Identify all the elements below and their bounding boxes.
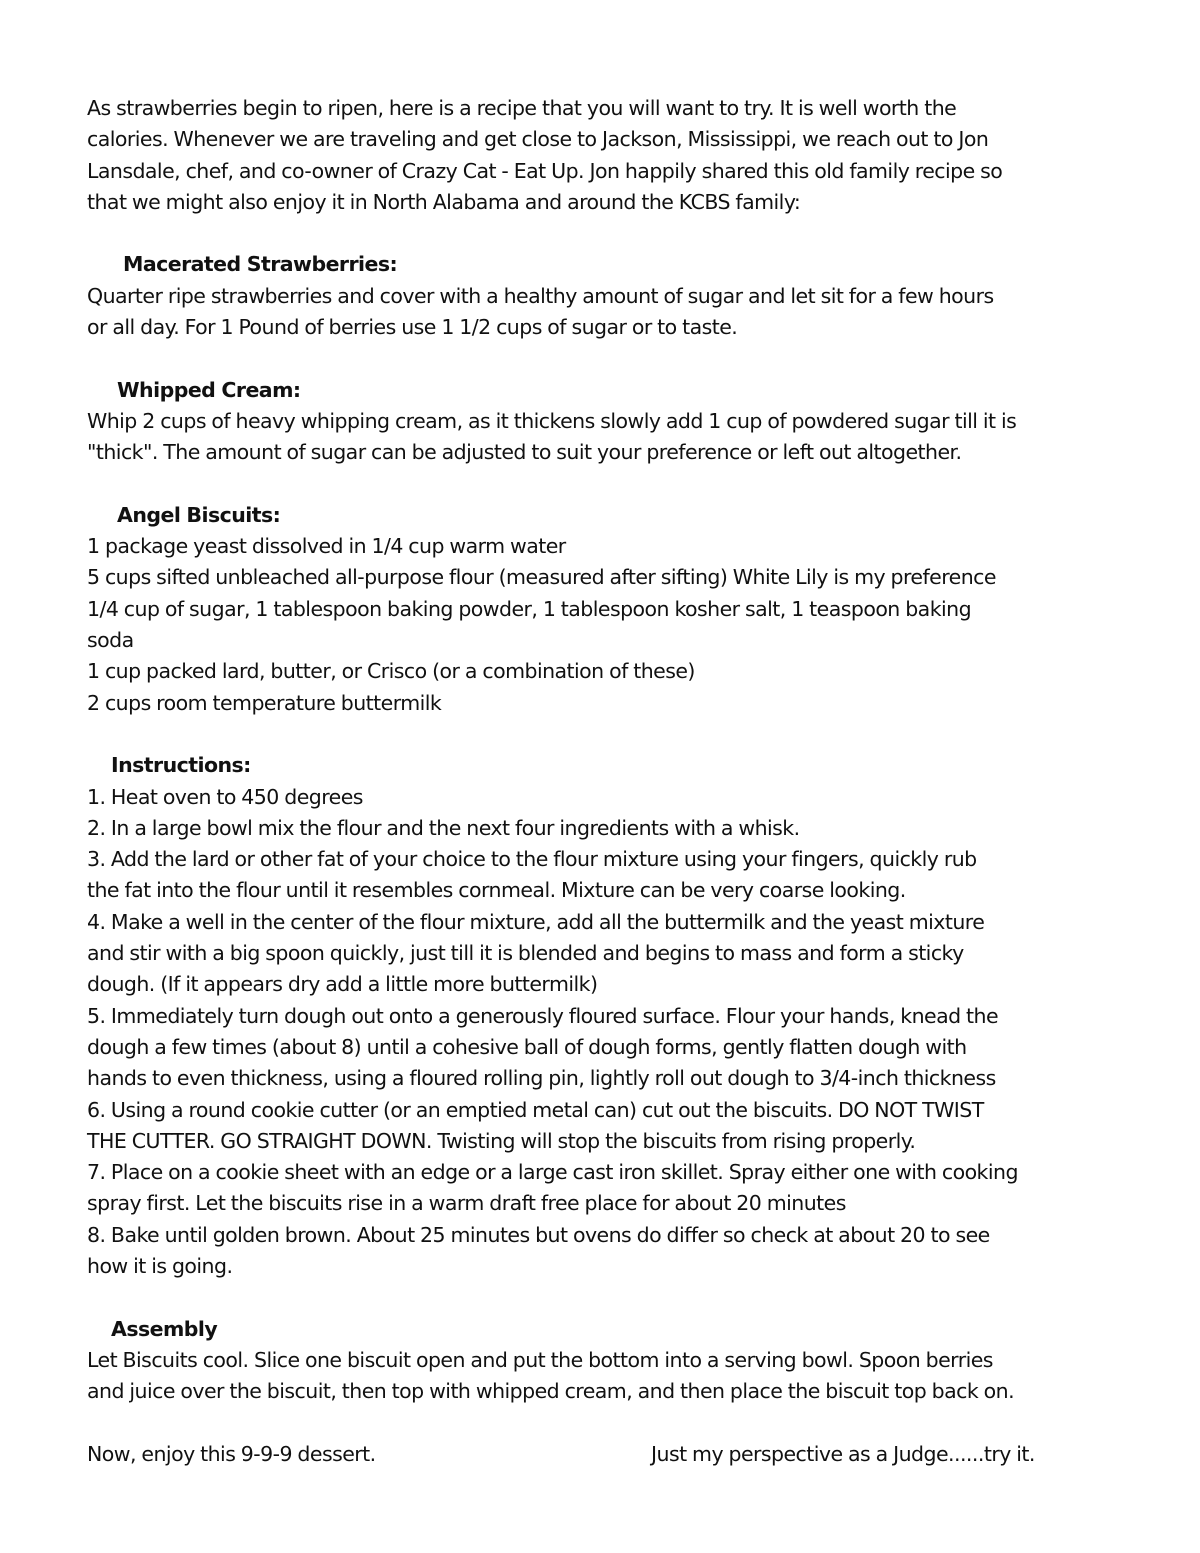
instruction-line: the fat into the flour until it resembles cornmeal. Mixture can be very coarse looking. [87,878,906,903]
macerated-heading: Macerated Strawberries: [123,252,398,277]
instruction-line: 7. Place on a cookie sheet with an edge or a large cast iron skillet. Spray either one with cooking [87,1160,1018,1185]
instruction-line: 1. Heat oven to 450 degrees [87,784,363,809]
spacer [87,1407,1117,1438]
instruction-line: THE CUTTER. GO STRAIGHT DOWN. Twisting will stop the biscuits from rising properly. [87,1128,916,1153]
instructions-heading: Instructions: [111,753,251,778]
instruction-line: 3. Add the lard or other fat of your choice to the flour mixture using your fingers, quickly rub [87,847,977,872]
ingredient-line: 1 package yeast dissolved in 1/4 cup warm water [87,534,566,559]
ingredient-line: 1 cup packed lard, butter, or Crisco (or a combination of these) [87,659,695,684]
angel-biscuits-heading: Angel Biscuits: [117,502,281,527]
ingredient-line: 2 cups room temperature buttermilk [87,690,442,715]
instruction-line: 8. Bake until golden brown. About 25 minutes but ovens do differ so check at about 20 to see [87,1222,990,1247]
angel-biscuits-section [87,500,1117,719]
instruction-line: how it is going. [87,1253,233,1278]
instruction-line: and stir with a big spoon quickly, just till it is blended and begins to mass and form a sticky [87,941,964,966]
instruction-line: 6. Using a round cookie cutter (or an emptied metal can) cut out the biscuits. DO NOT TWIST [87,1097,984,1122]
closing-left-text: Now, enjoy this 9-9-9 dessert. [87,1441,376,1466]
assembly-section [87,1314,1117,1408]
instruction-line: 4. Make a well in the center of the flour mixture, add all the buttermilk and the yeast mixture [87,909,985,934]
whipped-line: "thick". The amount of sugar can be adjusted to suit your preference or left out altogether. [87,440,962,465]
spacer [87,218,1117,249]
whipped-heading: Whipped Cream: [117,377,301,402]
macerated-section [87,249,1117,343]
ingredient-line: soda [87,628,134,653]
ingredient-line: 5 cups sifted unbleached all-purpose flour (measured after sifting) White Lily is my preference [87,565,996,590]
assembly-heading: Assembly [111,1316,218,1341]
spacer [87,469,1117,500]
intro-line: calories. Whenever we are traveling and get close to Jackson, Mississippi, we reach out to Jon [87,127,989,152]
intro-line: As strawberries begin to ripen, here is a recipe that you will want to try. It is well worth the [87,96,957,120]
instruction-line: hands to even thickness, using a floured rolling pin, lightly roll out dough to 3/4-inch thickness [87,1066,996,1091]
intro-line: that we might also enjoy it in North Alabama and around the KCBS family: [87,189,801,214]
assembly-line: and juice over the biscuit, then top with whipped cream, and then place the biscuit top back on. [87,1379,1015,1404]
intro-paragraph [87,93,1117,218]
spacer [87,343,1117,374]
ingredient-line: 1/4 cup of sugar, 1 tablespoon baking powder, 1 tablespoon kosher salt, 1 teaspoon baking [87,596,972,621]
instruction-line: dough. (If it appears dry add a little more buttermilk) [87,972,598,997]
closing-right-text: Just my perspective as a Judge......try it. [651,1441,1035,1466]
macerated-line: or all day. For 1 Pound of berries use 1 1/2 cups of sugar or to taste. [87,315,738,340]
intro-line: Lansdale, chef, and co-owner of Crazy Cat - Eat Up. Jon happily shared this old family recipe so [87,158,1003,183]
whipped-section [87,375,1117,469]
instruction-line: dough a few times (about 8) until a cohesive ball of dough forms, gently flatten dough with [87,1034,967,1059]
spacer [87,719,1117,750]
spacer [87,1282,1117,1313]
recipe-document [87,93,1117,1470]
instruction-line: 2. In a large bowl mix the flour and the next four ingredients with a whisk. [87,815,800,840]
instruction-line: 5. Immediately turn dough out onto a generously floured surface. Flour your hands, knead the [87,1003,999,1028]
assembly-line: Let Biscuits cool. Slice one biscuit open and put the bottom into a serving bowl. Spoon berries [87,1347,993,1372]
macerated-line: Quarter ripe strawberries and cover with a healthy amount of sugar and let sit for a few hours [87,283,994,308]
instruction-line: spray first. Let the biscuits rise in a warm draft free place for about 20 minutes [87,1191,846,1216]
closing-line [87,1439,1117,1470]
whipped-line: Whip 2 cups of heavy whipping cream, as it thickens slowly add 1 cup of powdered sugar till it is [87,408,1017,433]
instructions-section [87,750,1117,1282]
